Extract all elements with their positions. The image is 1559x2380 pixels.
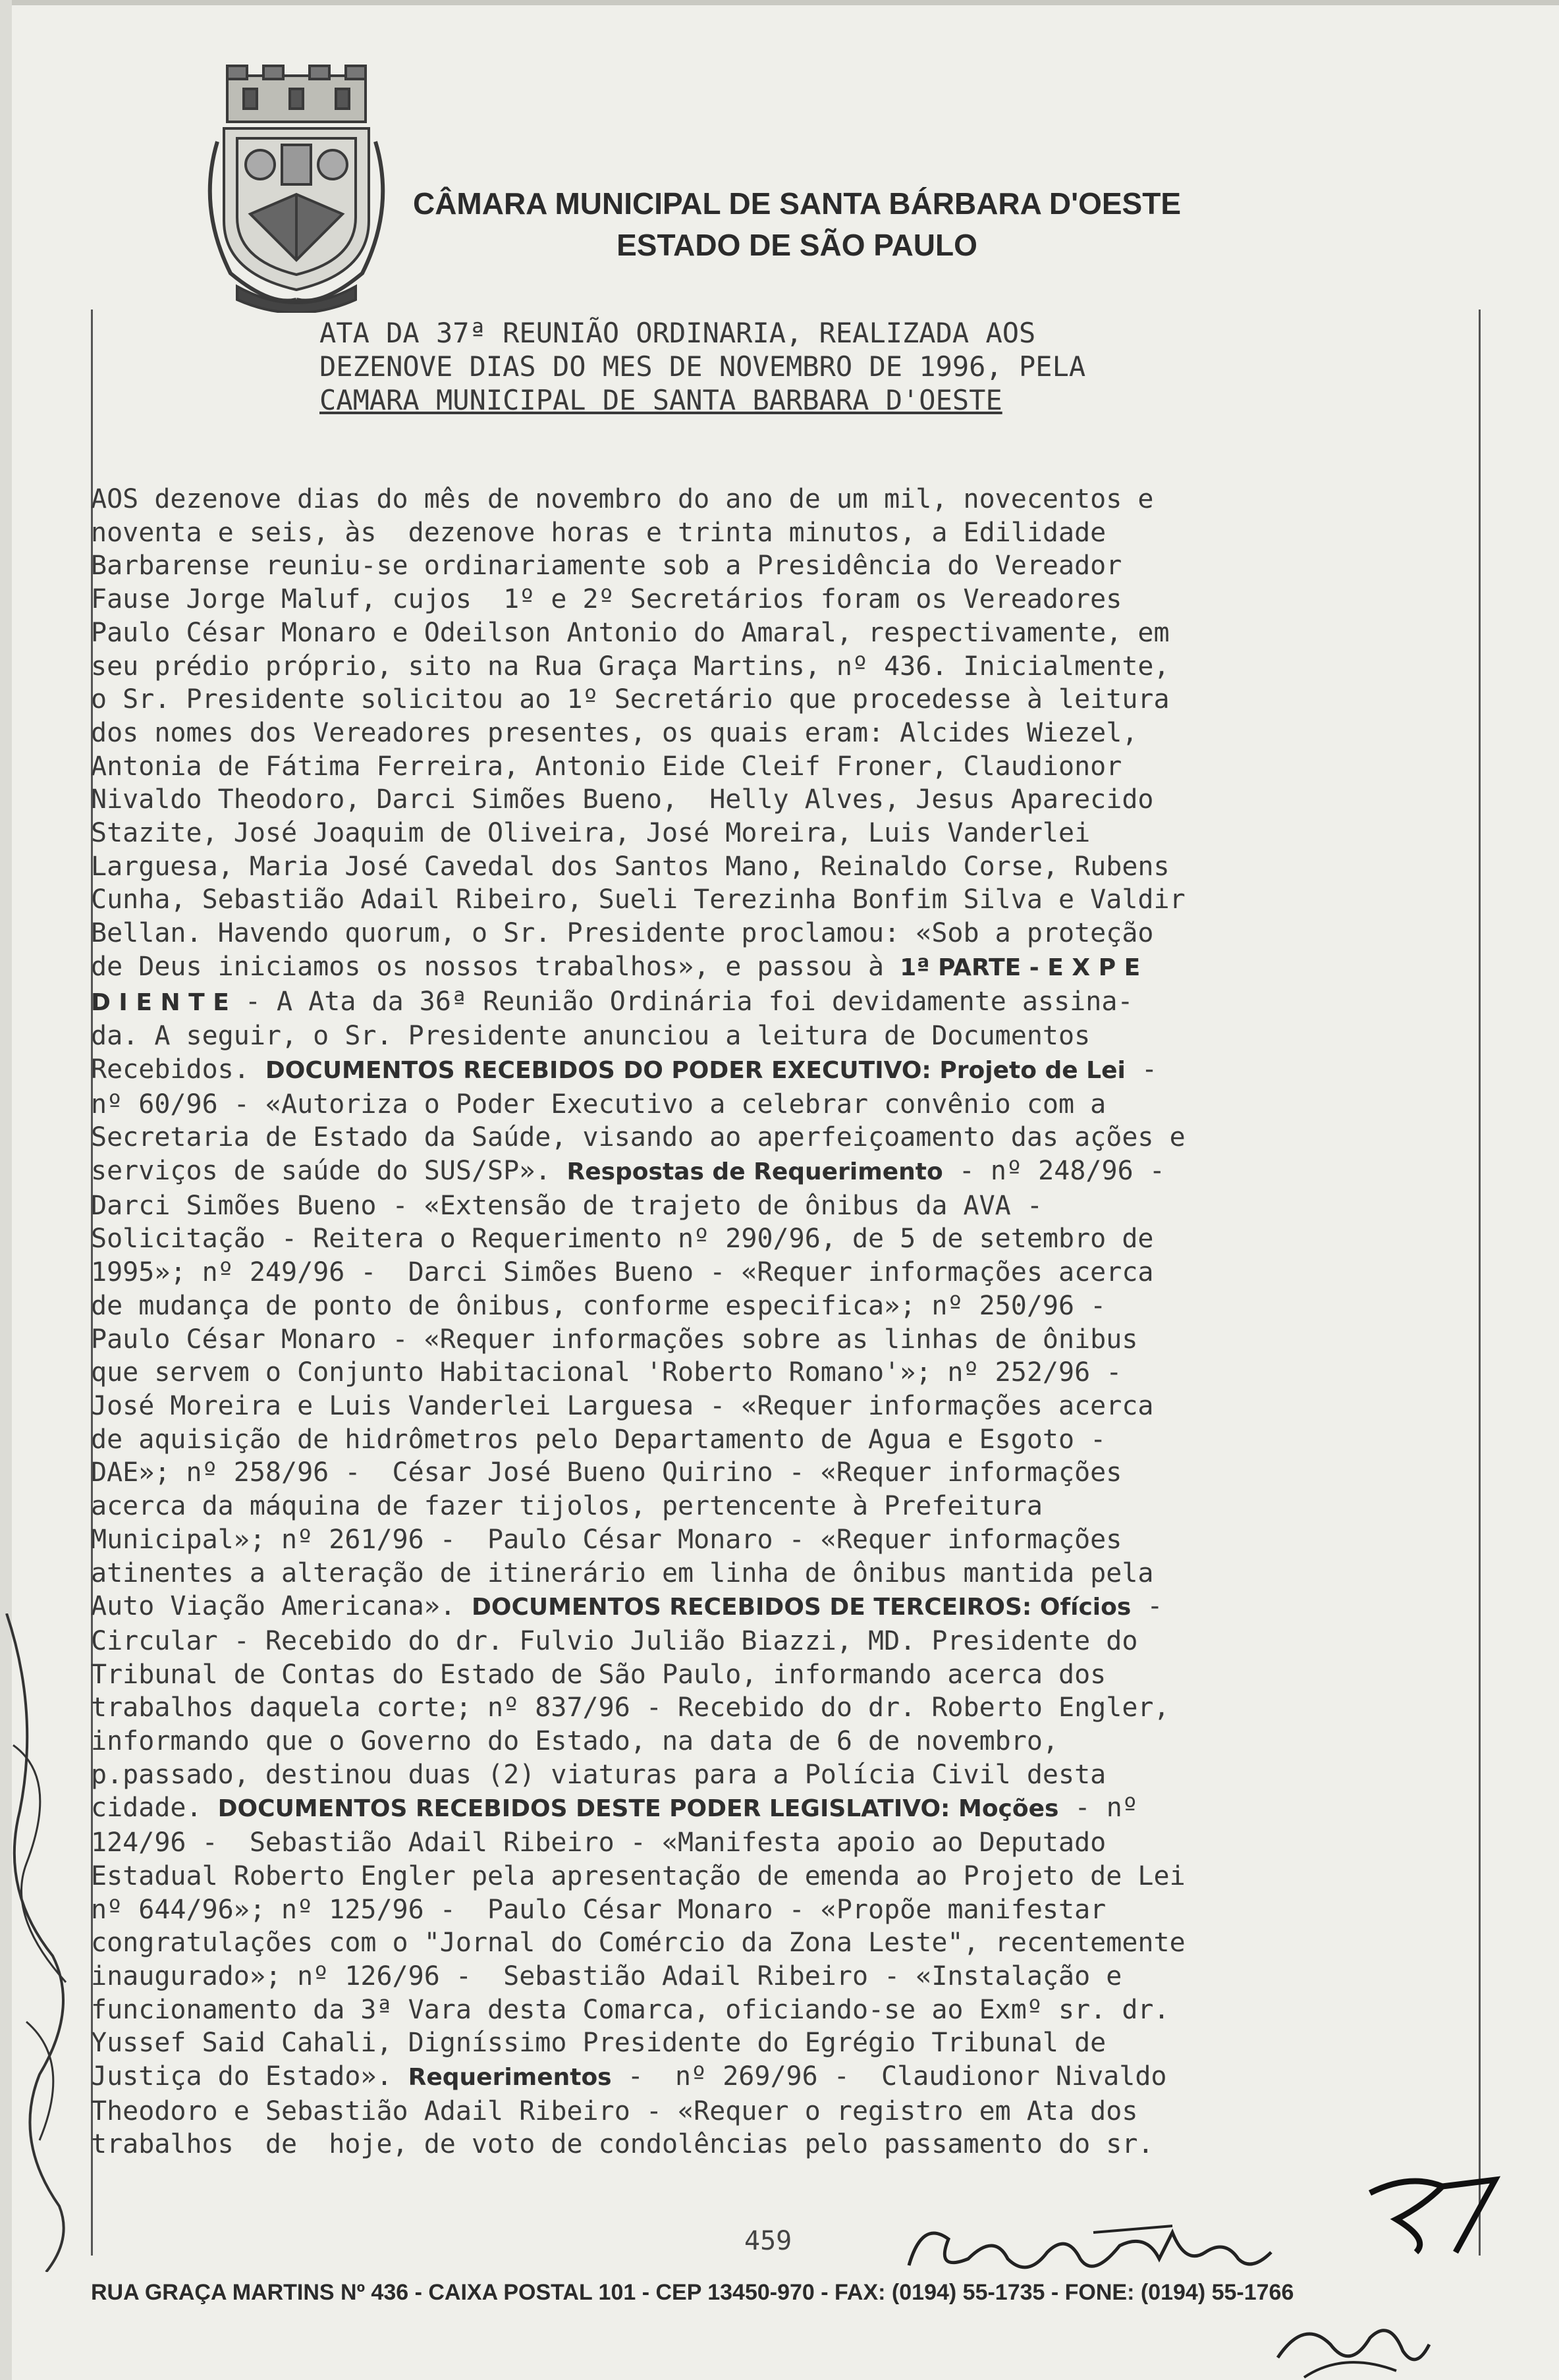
text-line <box>91 1053 1474 1088</box>
minutes-body <box>91 483 1474 2161</box>
text-line: Bellan. Havendo quorum, o Sr. Presidente proclamou: «Sob a proteção <box>91 918 1154 949</box>
text-line: Solicitação - Reitera o Requerimento nº 290/96, de 5 de setembro de <box>91 1224 1154 1255</box>
text-run: - A Ata da 36ª Reunião Ordinária foi devidamente assina- <box>229 986 1134 1017</box>
text-line: Larguesa, Maria José Cavedal dos Santos Mano, Reinaldo Corse, Rubens <box>91 851 1170 882</box>
section-heading: 1ª PARTE - E X P E <box>900 954 1141 981</box>
minutes-title <box>319 316 1242 417</box>
page-edge <box>0 0 1559 5</box>
section-heading: Requerimentos <box>408 2064 612 2092</box>
page-number: 459 <box>744 2226 792 2256</box>
text-run: Recebidos. <box>91 1054 265 1085</box>
title-line: DEZENOVE DIAS DO MES DE NOVEMBRO DE 1996, PELA <box>319 350 1086 383</box>
text-line: DAE»; nº 258/96 - César José Bueno Quirino - «Requer informações <box>91 1457 1122 1488</box>
text-line: Paulo César Monaro e Odeilson Antonio do Amaral, respectivamente, em <box>91 617 1170 648</box>
text-line <box>91 1154 1474 1189</box>
text-line: Theodoro e Sebastião Adail Ribeiro - «Requer o registro em Ata dos <box>91 2096 1138 2126</box>
text-line: congratulações com o "Jornal do Comércio da Zona Leste", recentemente <box>91 1928 1186 1959</box>
text-line: Barbarense reuniu-se ordinariamente sob a Presidência do Vereador <box>91 551 1122 581</box>
text-line <box>91 2060 1474 2095</box>
text-line: Stazite, José Joaquim de Oliveira, José Moreira, Luis Vanderlei <box>91 818 1091 849</box>
text-line: dos nomes dos Vereadores presentes, os quais eram: Alcides Wiezel, <box>91 717 1138 748</box>
text-line: o Sr. Presidente solicitou ao 1º Secretário que procedesse à leitura <box>91 684 1170 715</box>
text-run: - <box>1125 1054 1158 1085</box>
text-run: - nº <box>1058 1793 1138 1824</box>
signature-icon <box>896 2193 1317 2292</box>
text-line: seu prédio próprio, sito na Rua Graça Martins, nº 436. Inicialmente, <box>91 651 1170 682</box>
section-heading: DOCUMENTOS RECEBIDOS DO PODER EXECUTIVO: Projeto de Lei <box>265 1056 1126 1084</box>
section-heading: Respostas de Requerimento <box>566 1158 943 1186</box>
text-line: Fause Jorge Maluf, cujos 1º e 2º Secretários foram os Vereadores <box>91 584 1122 615</box>
section-heading: DOCUMENTOS RECEBIDOS DE TERCEIROS: Ofícios <box>471 1594 1132 1621</box>
text-line: que servem o Conjunto Habitacional 'Roberto Romano'»; nº 252/96 - <box>91 1357 1122 1388</box>
text-run: cidade. <box>91 1793 218 1824</box>
section-heading: DOCUMENTOS RECEBIDOS DESTE PODER LEGISLATIVO: Moções <box>217 1795 1059 1823</box>
coat-of-arms-icon <box>198 63 395 313</box>
text-line: trabalhos de hoje, de voto de condolências pelo passamento do sr. <box>91 2129 1154 2160</box>
text-line: atinentes a alteração de itinerário em linha de ônibus mantida pela <box>91 1557 1154 1588</box>
text-line: nº 60/96 - «Autoriza o Poder Executivo a celebrar convênio com a <box>91 1089 1107 1120</box>
title-line: CAMARA MUNICIPAL DE SANTA BARBARA D'OESTE <box>319 384 1002 416</box>
institution-name: CÂMARA MUNICIPAL DE SANTA BÁRBARA D'OESTE <box>412 186 1182 221</box>
initials-icon <box>1265 2305 1436 2380</box>
text-line: de aquisição de hidrômetros pelo Departamento de Agua e Esgoto - <box>91 1424 1107 1455</box>
text-line: Municipal»; nº 261/96 - Paulo César Monaro - «Requer informações <box>91 1524 1122 1555</box>
text-line: Secretaria de Estado da Saúde, visando ao aperfeiçoamento das ações e <box>91 1122 1186 1153</box>
right-margin-rule <box>1479 310 1481 2256</box>
text-line: 1995»; nº 249/96 - Darci Simões Bueno - «Requer informações acerca <box>91 1257 1154 1288</box>
text-line: trabalhos daquela corte; nº 837/96 - Recebido do dr. Roberto Engler, <box>91 1692 1170 1723</box>
state-name: ESTADO DE SÃO PAULO <box>616 228 977 262</box>
text-run: Auto Viação Americana». <box>91 1591 472 1622</box>
margin-signature-icon <box>0 1613 86 2272</box>
text-line: Circular - Recebido do dr. Fulvio Julião Biazzi, MD. Presidente do <box>91 1625 1138 1656</box>
text-line: Nivaldo Theodoro, Darci Simões Bueno, Helly Alves, Jesus Aparecido <box>91 784 1154 815</box>
text-line: Cunha, Sebastião Adail Ribeiro, Sueli Terezinha Bonfim Silva e Valdir <box>91 884 1186 915</box>
text-line: AOS dezenove dias do mês de novembro do ano de um mil, novecentos e <box>91 484 1154 514</box>
text-line <box>91 985 1474 1020</box>
text-line: da. A seguir, o Sr. Presidente anunciou a leitura de Documentos <box>91 1021 1091 1052</box>
title-line: ATA DA 37ª REUNIÃO ORDINARIA, REALIZADA AOS <box>319 317 1036 349</box>
text-run: serviços de saúde do SUS/SP». <box>91 1156 567 1187</box>
text-line: 124/96 - Sebastião Adail Ribeiro - «Manifesta apoio ao Deputado <box>91 1827 1107 1858</box>
text-line <box>91 950 1474 985</box>
text-line: acerca da máquina de fazer tijolos, pertencente à Prefeitura <box>91 1491 1043 1522</box>
text-line: p.passado, destinou duas (2) viaturas para a Polícia Civil desta <box>91 1759 1107 1790</box>
text-line: inaugurado»; nº 126/96 - Sebastião Adail Ribeiro - «Instalação e <box>91 1961 1122 1991</box>
text-line: de mudança de ponto de ônibus, conforme especifica»; nº 250/96 - <box>91 1290 1107 1321</box>
text-line: funcionamento da 3ª Vara desta Comarca, oficiando-se ao Exmº sr. dr. <box>91 1994 1170 2025</box>
text-line: Antonia de Fátima Ferreira, Antonio Eide Cleif Froner, Claudionor <box>91 751 1122 782</box>
text-line: noventa e seis, às dezenove horas e trinta minutos, a Edilidade <box>91 517 1107 548</box>
text-line: Darci Simões Bueno - «Extensão de trajeto de ônibus da AVA - <box>91 1190 1043 1221</box>
address-footer: RUA GRAÇA MARTINS Nº 436 - CAIXA POSTAL 101 - CEP 13450-970 - FAX: (0194) 55-1735 - FONE: (0194) 55-1766 <box>91 2280 1294 2305</box>
text-line: Paulo César Monaro - «Requer informações sobre as linhas de ônibus <box>91 1324 1138 1355</box>
text-line: informando que o Governo do Estado, na data de 6 de novembro, <box>91 1726 1059 1757</box>
text-run: - nº 269/96 - Claudionor Nivaldo <box>611 2061 1167 2092</box>
text-line: nº 644/96»; nº 125/96 - Paulo César Monaro - «Propõe manifestar <box>91 1894 1107 1925</box>
text-line <box>91 1590 1474 1625</box>
text-run: Justiça do Estado». <box>91 2061 408 2092</box>
text-run: - <box>1131 1591 1163 1622</box>
text-line: Yussef Said Cahali, Digníssimo Presidente do Egrégio Tribunal de <box>91 2028 1107 2059</box>
text-run: - nº 248/96 - <box>943 1156 1165 1187</box>
text-line <box>91 1791 1474 1826</box>
text-line: Tribunal de Contas do Estado de São Paulo, informando acerca dos <box>91 1659 1107 1690</box>
text-run: de Deus iniciamos os nossos trabalhos», e passou à <box>91 951 900 982</box>
text-line: José Moreira e Luis Vanderlei Larguesa - «Requer informações acerca <box>91 1390 1154 1421</box>
initials-icon <box>1357 2167 1508 2259</box>
text-line: Estadual Roberto Engler pela apresentação de emenda ao Projeto de Lei <box>91 1860 1186 1891</box>
section-heading: D I E N T E <box>91 988 229 1016</box>
